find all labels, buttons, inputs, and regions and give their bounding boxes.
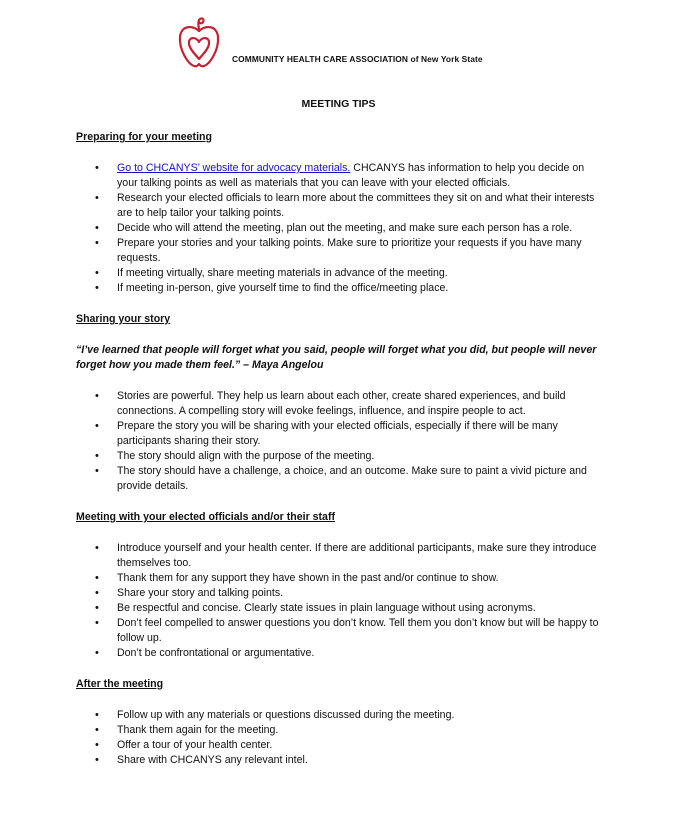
list-item: • Don’t feel compelled to answer questions you don’t know. Tell them you don’t know but will be happy to follow up. [76,616,606,646]
advocacy-materials-link[interactable]: Go to CHCANYS’ website for advocacy materials. [117,162,351,174]
list-item-text: CHCANYS has information to help you decide on your talking points as well as materials that you can leave with your elected officials. [117,162,585,189]
list-item: • If meeting virtually, share meeting materials in advance of the meeting. [76,266,606,281]
section-heading-sharing: Sharing your story [76,313,171,325]
document-body [76,130,606,784]
list-item: • Thank them again for the meeting. [76,723,606,738]
list-item: • The story should have a challenge, a choice, and an outcome. Make sure to paint a vivid picture and provide details. [76,464,606,494]
organization-name: COMMUNITY HEALTH CARE ASSOCIATION of New York State [232,54,483,64]
list-item: • If meeting in-person, give yourself time to find the office/meeting place. [76,281,606,296]
section-heading-after: After the meeting [76,678,164,690]
list-item: • Follow up with any materials or questions discussed during the meeting. [76,708,606,723]
list-item: • The story should align with the purpose of the meeting. [76,449,606,464]
header [176,14,596,70]
apple-heart-logo-icon [176,14,222,70]
preparing-list [76,161,606,296]
list-item: • Share your story and talking points. [76,586,606,601]
list-item: • Research your elected officials to learn more about the committees they sit on and what their interests are to help tailor your talking points. [76,191,606,221]
list-item: • Decide who will attend the meeting, plan out the meeting, and make sure each person has a role. [76,221,606,236]
list-item: • Prepare the story you will be sharing with your elected officials, especially if there will be many participants sharing their story. [76,419,606,449]
list-item: • Prepare your stories and your talking points. Make sure to prioritize your requests if you have many requests. [76,236,606,266]
list-item: • Thank them for any support they have shown in the past and/or continue to show. [76,571,606,586]
list-item [76,161,606,191]
list-item: • Offer a tour of your health center. [76,738,606,753]
section-heading-meeting: Meeting with your elected officials and/or their staff [76,511,335,523]
list-item: • Be respectful and concise. Clearly state issues in plain language without using acronyms. [76,601,606,616]
list-item: • Stories are powerful. They help us learn about each other, create shared experiences, and build connections. A compelling story will evoke feelings, influence, and inspire people to act. [76,389,606,419]
page-title: MEETING TIPS [301,98,376,110]
list-item: • Don’t be confrontational or argumentative. [76,646,606,661]
meeting-list [76,541,606,661]
after-list [76,708,606,768]
sharing-list [76,389,606,494]
list-item: • Introduce yourself and your health center. If there are additional participants, make sure they introduce themselves too. [76,541,606,571]
maya-angelou-quote: “I’ve learned that people will forget what you said, people will forget what you did, but people will never forget how you made them feel.” – Maya Angelou [76,344,597,371]
list-item: • Share with CHCANYS any relevant intel. [76,753,606,768]
section-heading-preparing: Preparing for your meeting [76,131,212,143]
